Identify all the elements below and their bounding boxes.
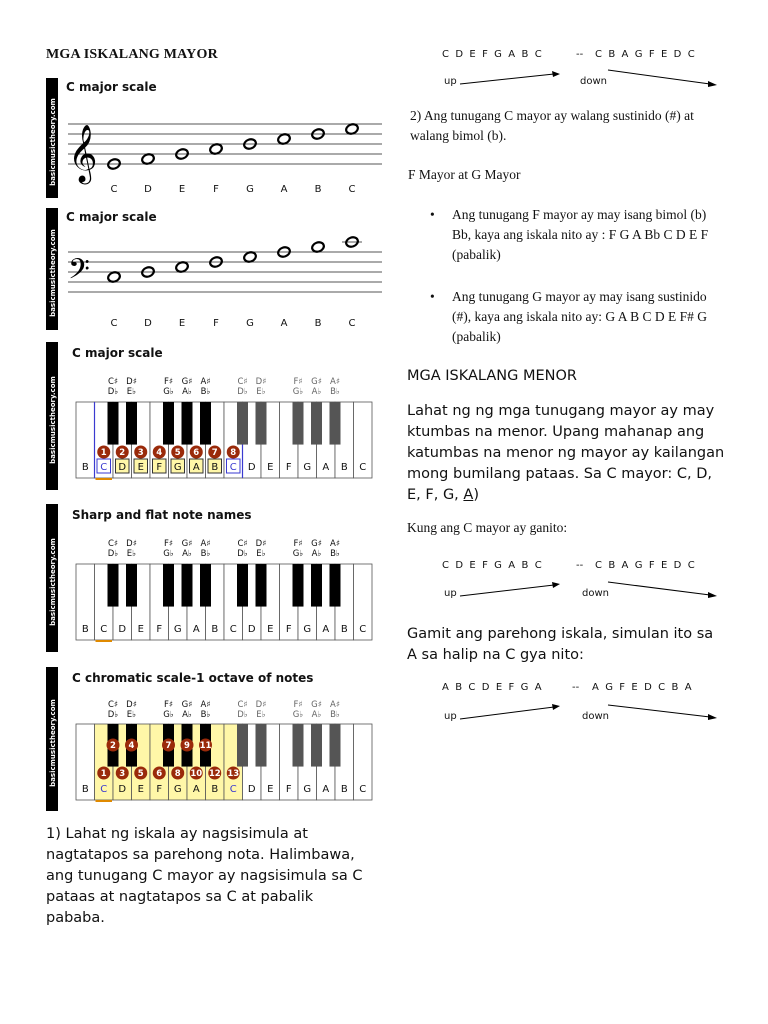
note-label: C bbox=[110, 184, 118, 195]
watermark-strip: basicmusictheory.com bbox=[46, 208, 58, 330]
badge-number: 13 bbox=[227, 769, 240, 780]
up-arrow-icon bbox=[460, 582, 560, 596]
sharp-name: F♯ bbox=[293, 539, 303, 549]
sharp-name: G♯ bbox=[311, 539, 322, 549]
sharp-name: C♯ bbox=[107, 700, 119, 710]
white-key-label: B bbox=[340, 784, 348, 795]
white-key-label: B bbox=[211, 624, 219, 635]
number-badge bbox=[227, 446, 240, 459]
flat-name: E♭ bbox=[126, 549, 137, 559]
black-key bbox=[311, 564, 322, 607]
flat-name: B♭ bbox=[200, 549, 211, 559]
bass-clef-icon: 𝄢 bbox=[68, 253, 90, 293]
flat-name: G♭ bbox=[163, 549, 174, 559]
sharp-name: A♯ bbox=[200, 539, 211, 549]
note-label: F bbox=[213, 318, 219, 329]
flat-name: A♭ bbox=[182, 549, 192, 559]
flat-name: B♭ bbox=[330, 549, 340, 559]
fg-bullets bbox=[430, 205, 726, 347]
white-key-label: C bbox=[229, 784, 237, 795]
number-badge bbox=[134, 446, 147, 459]
badge-number: 4 bbox=[156, 448, 163, 459]
note-head bbox=[243, 251, 257, 264]
scale-sequence bbox=[412, 555, 732, 605]
white-keys bbox=[76, 402, 372, 478]
up-label: up bbox=[444, 711, 457, 722]
white-key-label: F bbox=[285, 784, 292, 795]
flat-name: E♭ bbox=[256, 549, 266, 559]
flat-name: A♭ bbox=[311, 710, 322, 720]
flat-name: G♭ bbox=[163, 710, 174, 720]
up-notes: A B C D E F G A bbox=[442, 682, 542, 693]
card-title: C major scale bbox=[66, 210, 157, 224]
number-badge bbox=[116, 767, 129, 780]
note-head bbox=[311, 241, 325, 254]
down-arrow-icon bbox=[608, 70, 717, 87]
black-key bbox=[200, 564, 211, 607]
flat-name: A♭ bbox=[311, 387, 322, 397]
sequence-c-major-top bbox=[412, 44, 732, 94]
badge-number: 10 bbox=[190, 769, 203, 780]
number-badge bbox=[181, 739, 194, 752]
bullet-f-major: • Ang tunugang F mayor ay may isang bimol (b) Bb, kaya ang iskala nito ay : F G A Bb C D E F (pabalik) bbox=[430, 205, 726, 265]
sharp-name: C♯ bbox=[237, 377, 248, 387]
badge-number: 1 bbox=[100, 448, 107, 459]
flat-name: E♭ bbox=[256, 387, 266, 397]
white-key-label: D bbox=[118, 784, 127, 795]
black-key bbox=[256, 724, 267, 767]
white-key-label: B bbox=[81, 784, 89, 795]
watermark-strip: basicmusictheory.com bbox=[46, 78, 58, 198]
black-key bbox=[126, 402, 137, 445]
badge-number: 6 bbox=[193, 448, 200, 459]
sequence-c-major-mid bbox=[412, 555, 732, 605]
black-key bbox=[293, 402, 304, 445]
flat-name: D♭ bbox=[237, 710, 248, 720]
note-head bbox=[277, 133, 291, 146]
black-key bbox=[108, 402, 119, 445]
note-head bbox=[175, 261, 189, 274]
down-label: down bbox=[580, 76, 607, 87]
separator: -- bbox=[576, 49, 584, 60]
bass-staff-card bbox=[46, 208, 382, 330]
flat-name: D♭ bbox=[107, 710, 119, 720]
sharp-name: F♯ bbox=[293, 700, 303, 710]
note-label: C bbox=[348, 184, 356, 195]
sharp-name: D♯ bbox=[126, 539, 137, 549]
flat-name: E♭ bbox=[126, 387, 137, 397]
card-title: C major scale bbox=[72, 346, 163, 360]
white-key-label: A bbox=[322, 784, 330, 795]
black-key bbox=[108, 564, 119, 607]
sharp-name: D♯ bbox=[126, 377, 137, 387]
number-badge bbox=[116, 446, 129, 459]
down-arrow-icon bbox=[608, 705, 717, 720]
sharp-name: D♯ bbox=[255, 377, 267, 387]
badge-number: 2 bbox=[119, 448, 126, 459]
gamit-paragraph: Gamit ang parehong iskala, simulan ito sa A sa halip na C gya nito: bbox=[407, 626, 714, 663]
sharp-flat-keyboard bbox=[46, 504, 382, 652]
sharp-name: C♯ bbox=[107, 377, 119, 387]
badge-number: 8 bbox=[174, 769, 181, 780]
treble-clef-icon: 𝄞 bbox=[68, 124, 98, 182]
number-badge bbox=[199, 739, 212, 752]
number-badge bbox=[227, 767, 240, 780]
white-key-label: A bbox=[322, 462, 330, 473]
note-head bbox=[141, 153, 155, 166]
white-key-label: B bbox=[211, 784, 219, 795]
sharp-name: A♯ bbox=[330, 700, 340, 710]
note-head bbox=[107, 271, 121, 284]
note-label: B bbox=[314, 318, 322, 329]
bullet-g-major: • Ang tunugang G mayor ay may isang sustinido (#), kaya ang iskala nito ay: G A B C D E F# G (pabalik) bbox=[430, 287, 726, 347]
badge-number: 3 bbox=[119, 769, 126, 780]
white-key-label: F bbox=[285, 624, 292, 635]
flat-name: E♭ bbox=[126, 710, 137, 720]
sharp-name: F♯ bbox=[163, 377, 174, 387]
down-notes: C B A G F E D C bbox=[595, 49, 695, 60]
note-label: C bbox=[110, 318, 118, 329]
number-badge bbox=[208, 446, 221, 459]
sharp-name: A♯ bbox=[330, 377, 340, 387]
white-key-label: D bbox=[247, 462, 256, 473]
black-key bbox=[311, 724, 322, 767]
black-key bbox=[163, 564, 174, 607]
white-key-label: B bbox=[81, 624, 89, 635]
flat-name: B♭ bbox=[200, 710, 211, 720]
number-badge bbox=[134, 767, 147, 780]
flat-name: D♭ bbox=[237, 387, 248, 397]
minor-heading: MGA ISKALANG MENOR bbox=[407, 368, 577, 384]
note-label: A bbox=[280, 184, 288, 195]
black-key bbox=[330, 402, 341, 445]
white-key-label: C bbox=[100, 624, 108, 635]
flat-name: B♭ bbox=[200, 387, 211, 397]
separator: -- bbox=[572, 682, 580, 693]
number-badge bbox=[162, 739, 175, 752]
scale-sequence bbox=[412, 44, 732, 94]
up-label: up bbox=[444, 588, 457, 599]
note-label: B bbox=[314, 184, 322, 195]
down-arrow-icon bbox=[608, 582, 717, 598]
white-keys bbox=[76, 724, 372, 800]
number-badge bbox=[97, 446, 110, 459]
white-key-label: B bbox=[340, 462, 348, 473]
flat-name: B♭ bbox=[330, 387, 340, 397]
watermark-strip: basicmusictheory.com bbox=[46, 504, 58, 652]
badge-number: 7 bbox=[211, 448, 218, 459]
flat-name: G♭ bbox=[163, 387, 174, 397]
flat-name: E♭ bbox=[256, 710, 266, 720]
flat-name: G♭ bbox=[292, 387, 304, 397]
watermark-strip: basicmusictheory.com bbox=[46, 667, 58, 811]
up-label: up bbox=[444, 76, 457, 87]
sharp-name: D♯ bbox=[126, 700, 137, 710]
white-key-label: D bbox=[118, 462, 127, 473]
white-key-label: E bbox=[137, 624, 144, 635]
white-key-label: G bbox=[303, 624, 312, 635]
sharp-name: C♯ bbox=[237, 539, 248, 549]
down-label: down bbox=[582, 588, 609, 599]
note-label: G bbox=[246, 184, 254, 195]
black-key bbox=[311, 402, 322, 445]
black-key bbox=[200, 402, 211, 445]
badge-number: 6 bbox=[156, 769, 163, 780]
underlined-a: A bbox=[463, 487, 474, 503]
note-label: E bbox=[178, 318, 186, 329]
sharp-name: F♯ bbox=[163, 539, 174, 549]
sharp-name: D♯ bbox=[255, 539, 267, 549]
white-key-label: F bbox=[285, 462, 292, 473]
flat-name: D♭ bbox=[237, 549, 248, 559]
white-key-label: G bbox=[173, 624, 182, 635]
black-key bbox=[330, 564, 341, 607]
white-key-label: E bbox=[137, 462, 144, 473]
up-notes: C D E F G A B C bbox=[442, 560, 542, 571]
flat-name: B♭ bbox=[330, 710, 340, 720]
white-keys bbox=[76, 564, 372, 640]
sharp-name: C♯ bbox=[107, 539, 119, 549]
up-notes: C D E F G A B C bbox=[442, 49, 542, 60]
number-badge bbox=[171, 446, 184, 459]
sharp-name: G♯ bbox=[311, 377, 322, 387]
number-badge bbox=[190, 767, 203, 780]
fg-heading: F Mayor at G Mayor bbox=[408, 167, 521, 182]
kung-line: Kung ang C mayor ay ganito: bbox=[407, 520, 568, 535]
white-key-label: D bbox=[118, 624, 127, 635]
black-key bbox=[163, 402, 174, 445]
badge-number: 8 bbox=[230, 448, 237, 459]
white-key-label: F bbox=[156, 624, 163, 635]
white-key-label: C bbox=[359, 462, 367, 473]
number-badge bbox=[125, 739, 138, 752]
sharp-name: G♯ bbox=[181, 539, 193, 549]
black-key bbox=[237, 724, 248, 767]
white-key-label: B bbox=[211, 462, 219, 473]
paragraph-1: 1) Lahat ng iskala ay nagsisimula at nagtatapos sa parehong nota. Halimbawa, ang tunugang C mayor ay nagsisimula sa C pataas at nagtatapos sa C at pabalik pababa. bbox=[46, 826, 363, 926]
number-badge bbox=[171, 767, 184, 780]
sharp-name: A♯ bbox=[330, 539, 340, 549]
white-key-label: C bbox=[100, 462, 108, 473]
sharp-name: A♯ bbox=[200, 700, 211, 710]
white-key-label: F bbox=[156, 784, 163, 795]
badge-number: 3 bbox=[137, 448, 144, 459]
flat-name: D♭ bbox=[107, 549, 119, 559]
separator: -- bbox=[576, 560, 584, 571]
sharp-name: A♯ bbox=[200, 377, 211, 387]
sharp-flat-keyboard-card bbox=[46, 504, 382, 652]
badge-number: 4 bbox=[128, 741, 135, 752]
badge-number: 7 bbox=[165, 741, 172, 752]
major-scale-keyboard bbox=[46, 342, 382, 490]
black-key bbox=[256, 402, 267, 445]
white-key-label: C bbox=[100, 784, 108, 795]
badge-number: 1 bbox=[100, 769, 107, 780]
white-key-label: E bbox=[137, 784, 144, 795]
badge-number: 9 bbox=[184, 741, 190, 752]
down-label: down bbox=[582, 711, 609, 722]
number-badge bbox=[97, 767, 110, 780]
scale-sequence bbox=[412, 677, 732, 727]
sharp-name: G♯ bbox=[181, 377, 193, 387]
card-title: C chromatic scale-1 octave of notes bbox=[72, 671, 314, 685]
note-label: G bbox=[246, 318, 254, 329]
black-key bbox=[330, 724, 341, 767]
flat-name: G♭ bbox=[292, 710, 304, 720]
badge-number: 11 bbox=[199, 741, 212, 752]
note-label: A bbox=[280, 318, 288, 329]
sequence-a-minor bbox=[412, 677, 732, 727]
bass-staff bbox=[46, 208, 382, 330]
sharp-name: F♯ bbox=[293, 377, 303, 387]
watermark-strip: basicmusictheory.com bbox=[46, 342, 58, 490]
white-key-label: A bbox=[322, 624, 330, 635]
white-key-label: E bbox=[267, 462, 274, 473]
note-label: C bbox=[348, 318, 356, 329]
sharp-name: G♯ bbox=[181, 700, 193, 710]
card-title: Sharp and flat note names bbox=[72, 508, 252, 522]
note-head bbox=[345, 123, 359, 136]
note-head bbox=[104, 158, 124, 171]
white-key-label: G bbox=[173, 462, 182, 473]
treble-staff bbox=[46, 78, 382, 198]
sharp-name: G♯ bbox=[311, 700, 322, 710]
black-key bbox=[256, 564, 267, 607]
white-key-label: C bbox=[359, 624, 367, 635]
chromatic-keyboard-card bbox=[46, 667, 382, 811]
note-label: D bbox=[144, 318, 152, 329]
up-arrow-icon bbox=[460, 704, 560, 719]
major-keyboard-card bbox=[46, 342, 382, 490]
white-key-label: G bbox=[173, 784, 182, 795]
white-key-label: D bbox=[247, 784, 256, 795]
number-badge bbox=[190, 446, 203, 459]
badge-number: 5 bbox=[137, 769, 144, 780]
white-key-label: A bbox=[192, 784, 200, 795]
card-title: C major scale bbox=[66, 80, 157, 94]
number-badge bbox=[208, 767, 221, 780]
white-key-label: A bbox=[192, 624, 200, 635]
minor-paragraph: Lahat ng ng mga tunugang mayor ay may ktumbas na menor. Upang mahanap ang katumbas na menor ng mayor ay kailangan mong bumilang pataas. Sa C mayor: C, D, E, F, G, A) bbox=[407, 403, 725, 503]
badge-number: 12 bbox=[208, 769, 221, 780]
white-key-label: D bbox=[247, 624, 256, 635]
flat-name: A♭ bbox=[311, 549, 322, 559]
number-badge bbox=[153, 767, 166, 780]
black-key bbox=[293, 724, 304, 767]
white-key-label: C bbox=[229, 624, 237, 635]
treble-staff-card bbox=[46, 78, 382, 198]
sharp-name: C♯ bbox=[237, 700, 248, 710]
number-badge bbox=[153, 446, 166, 459]
flat-name: A♭ bbox=[182, 387, 192, 397]
black-key bbox=[182, 564, 193, 607]
sharp-name: D♯ bbox=[255, 700, 267, 710]
flat-name: G♭ bbox=[292, 549, 304, 559]
white-key-label: E bbox=[267, 624, 274, 635]
white-key-label: A bbox=[192, 462, 200, 473]
down-notes: C B A G F E D C bbox=[595, 560, 695, 571]
note-head bbox=[209, 143, 223, 156]
note-label: E bbox=[178, 184, 186, 195]
white-key-label: B bbox=[81, 462, 89, 473]
up-arrow-icon bbox=[460, 71, 560, 84]
white-key-label: G bbox=[303, 462, 312, 473]
white-key-label: G bbox=[303, 784, 312, 795]
flat-name: D♭ bbox=[107, 387, 119, 397]
point-2: 2) Ang tunugang C mayor ay walang sustinido (#) at walang bimol (b). bbox=[410, 108, 694, 143]
note-label: D bbox=[144, 184, 152, 195]
page-heading: MGA ISKALANG MAYOR bbox=[46, 47, 218, 62]
white-key-label: C bbox=[359, 784, 367, 795]
number-badge bbox=[107, 739, 120, 752]
chromatic-scale-keyboard bbox=[46, 667, 382, 811]
note-label: F bbox=[213, 184, 219, 195]
sharp-name: F♯ bbox=[163, 700, 174, 710]
white-key-label: F bbox=[156, 462, 163, 473]
white-key-label: E bbox=[267, 784, 274, 795]
black-key bbox=[182, 402, 193, 445]
black-key bbox=[293, 564, 304, 607]
down-notes: A G F E D C B A bbox=[592, 682, 692, 693]
black-key bbox=[237, 402, 248, 445]
black-key bbox=[237, 564, 248, 607]
black-key bbox=[126, 564, 137, 607]
note-head bbox=[342, 236, 362, 249]
white-key-label: C bbox=[229, 462, 237, 473]
flat-name: A♭ bbox=[182, 710, 192, 720]
badge-number: 2 bbox=[110, 741, 116, 752]
white-key-label: B bbox=[340, 624, 348, 635]
badge-number: 5 bbox=[174, 448, 181, 459]
